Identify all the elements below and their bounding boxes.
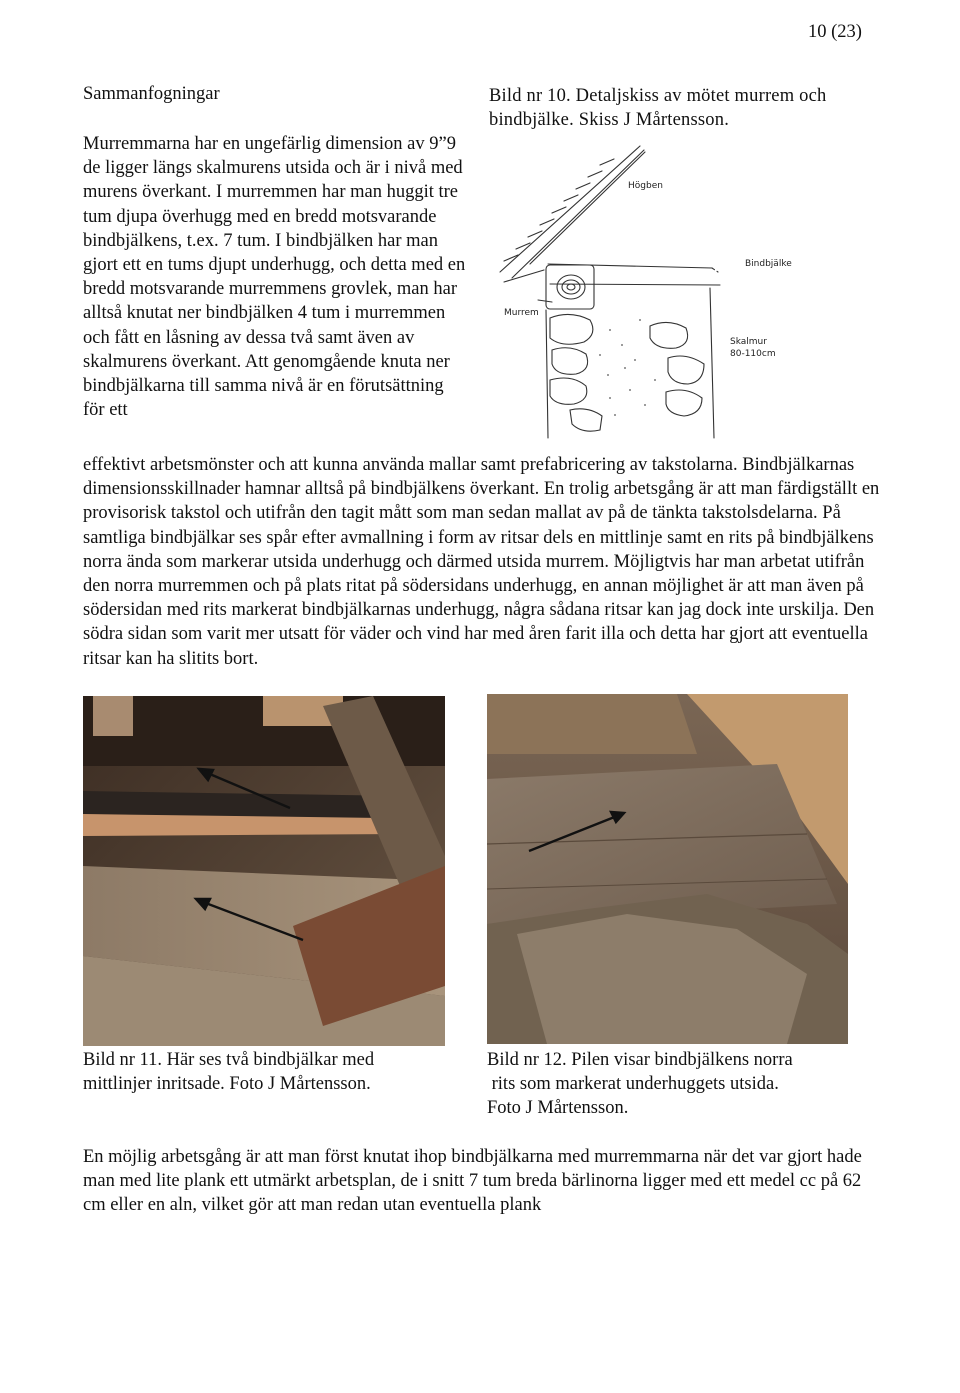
label-bindbjalke: Bindbjälke [745,259,792,269]
section-heading: Sammanfogningar [83,84,220,104]
wall-right-edge [710,288,714,438]
figure11-caption-line2: mittlinjer inritsade. Foto J Mårtensson. [83,1074,371,1095]
figure11-caption [83,1048,463,1096]
figure12-caption-line3: Foto J Mårtensson. [487,1098,629,1119]
figure11-caption-line1: Bild nr 11. Här ses två bindbjälkar med [83,1050,375,1070]
figure12-caption-line2: rits som markerat underhuggets utsida. [487,1074,779,1095]
body-paragraph: effektivt arbetsmönster och att kunna använda mallar samt prefabricering av takstolarna. Bindbjälkarnas dimensionsskillnader hamnar alltså på bindbjälkens överkant. En trolig arbetsgång är att man färdigställt en provisorisk takstol och utifrån den tagit mått som man sedan mallat av på de tänkta takstolsdelarna. På samtliga bindbjälkar ses spår efter avmallning i form av ritsar dels en mittlinje samt en rits på bindbjälkens norra ända som markerar utsida underhugg och därmed utsida murrem. Möjligtvis har man arbetat utifrån den norra murremmen och på plats ritat på södersidans underhugg, en annan möjlighet är att man även på södersidan med rits markerat bindbjälkarnas underhugg, några sådana ritsar kan jag dock inte urskilja. Den södra sidan som varit mer utsatt för väder och vind har med åren farit illa och detta har gjort att eventuella ritsar kan ha slitits bort. [83,455,880,669]
label-hogben: Högben [628,181,663,191]
main-text [83,453,883,671]
rafter-line [530,152,645,264]
label-murrem: Murrem [504,308,539,318]
intro-paragraph: Murremmarna har en ungefärlig dimension av 9”9 de ligger längs skalmurens utsida och är i nivå med murens överkant. I murremmen har man huggit tre tum djupa överhugg med en bredd motsvarande bindbjälkens, t.ex. 7 tum. I bindbjälken har man gjort ett en tums djupt underhugg, och detta med en bredd motsvarande murremmens grovlek, man har alltså knutat ner bindbjälken 4 tum i murremmen och fått en låsning av dessa två samt även av skalmurens överkant. Att genomgående knuta ner bindbjälkarna till samma nivå är en förutsättning för ett [83,134,466,421]
figure10-sketch [490,140,820,440]
page-number: 10 (23) [808,22,862,42]
figure12-photo [487,694,848,1044]
closing-text [83,1145,883,1218]
figure11-photo [83,696,445,1046]
intro-text-column [83,132,468,422]
label-skalmur: Skalmur [730,337,767,347]
figure12-caption-line1: Bild nr 12. Pilen visar bindbjälkens norra [487,1050,793,1070]
figure12-caption [487,1048,887,1121]
wall-plate-block [546,265,594,309]
final-paragraph: En möjlig arbetsgång är att man först knutat ihop bindbjälkarna med murremmarna när det var gjort hade man med lite plank ett utmärkt arbetsplan, de i snitt 7 tum breda bärlinorna ligger med ett medel cc på 62 cm eller en aln, vilket gör att man redan utan eventuella plank [83,1147,862,1216]
rafter-line [500,146,640,272]
label-skalmur-size: 80-110cm [730,349,776,359]
tie-beam-bottom [550,284,720,285]
rafter-line [512,150,644,278]
figure10-caption: Bild nr 10. Detaljskiss av mötet murrem och bindbjälke. Skiss J Mårtensson. [489,86,827,131]
wall-left-edge [546,310,548,438]
